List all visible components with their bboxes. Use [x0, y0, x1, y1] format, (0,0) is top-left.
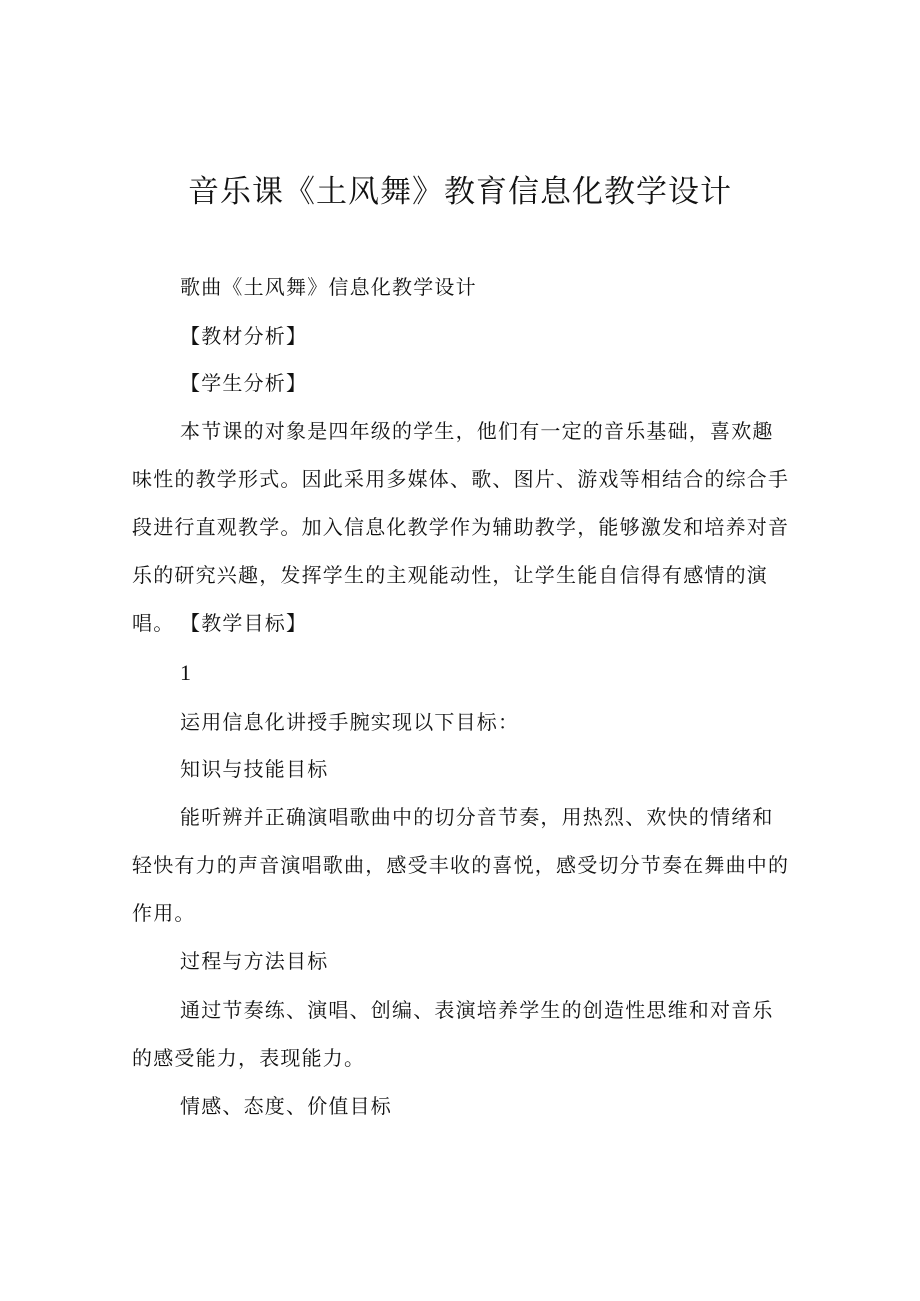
- student-analysis-paragraph: 本节课的对象是四年级的学生，他们有一定的音乐基础，喜欢趣味性的教学形式。因此采用多媒体、歌、图片、游戏等相结合的综合手段进行直观教学。加入信息化教学作为辅助教学，能够激发和培养对音乐的研究兴趣，发挥学生的主观能动性，让学生能自信得有感情的演唱。: [132, 419, 790, 635]
- knowledge-goal-paragraph: 能听辨并正确演唱歌曲中的切分音节奏，用热烈、欢快的情绪和轻快有力的声音演唱歌曲，感受丰收的喜悦，感受切分节奏在舞曲中的作用。: [132, 805, 790, 925]
- process-goal-heading: 过程与方法目标: [180, 949, 329, 973]
- emotion-goal-heading: 情感、态度、价值目标: [180, 1094, 392, 1118]
- knowledge-goal-heading: 知识与技能目标: [180, 757, 329, 781]
- document-subtitle: 歌曲《土风舞》信息化教学设计: [180, 275, 477, 299]
- section-student-heading: 【学生分析】: [180, 371, 308, 395]
- goal-number: 1: [180, 660, 193, 685]
- section-goals-heading: 【教学目标】: [180, 611, 308, 635]
- process-goal-paragraph: 通过节奏练、演唱、创编、表演培养学生的创造性思维和对音乐的感受能力，表现能力。: [132, 998, 774, 1070]
- section-material-heading: 【教材分析】: [180, 324, 308, 348]
- goals-intro: 运用信息化讲授手腕实现以下目标：: [180, 710, 520, 734]
- document-title: 音乐课《土风舞》教育信息化教学设计: [188, 174, 732, 210]
